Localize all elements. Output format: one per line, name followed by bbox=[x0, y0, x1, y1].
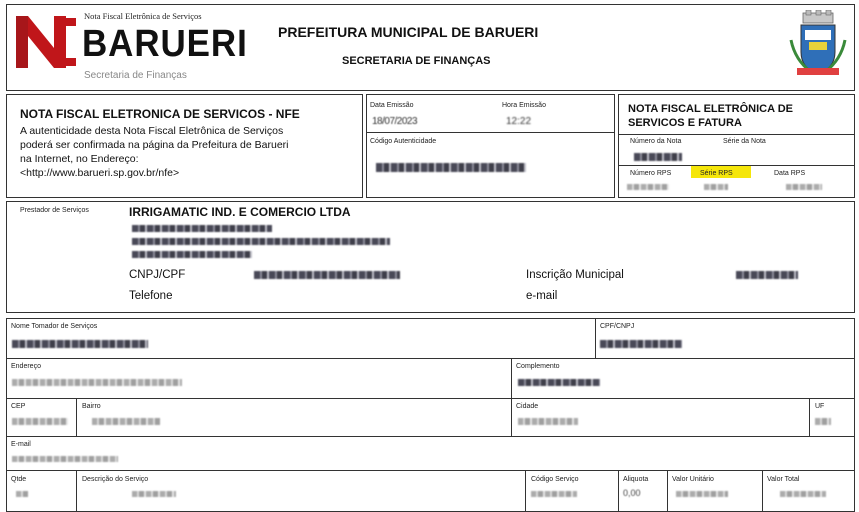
descricao-servico-label: Descrição do Serviço bbox=[82, 476, 149, 483]
emission-box bbox=[366, 94, 615, 198]
numero-nota-redacted bbox=[634, 153, 682, 161]
uf-label: UF bbox=[815, 403, 825, 410]
logo-mark-icon bbox=[14, 14, 78, 72]
cpf-cnpj-redacted bbox=[600, 340, 682, 348]
prestador-cnpj-label: CNPJ/CPF bbox=[129, 269, 186, 281]
endereco-redacted bbox=[12, 379, 182, 386]
codigo-autenticidade-label: Código Autenticidade bbox=[370, 138, 437, 145]
prestador-inscricao-label: Inscrição Municipal bbox=[526, 269, 624, 281]
descricao-servico-redacted bbox=[132, 491, 176, 497]
prestador-name: IRRIGAMATIC IND. E COMERCIO LTDA bbox=[129, 205, 351, 219]
qtde-label: Qtde bbox=[11, 476, 27, 483]
info-text-3: na Internet, no Endereço: bbox=[20, 153, 139, 165]
data-rps-label: Data RPS bbox=[774, 170, 806, 177]
cep-label: CEP bbox=[11, 403, 26, 410]
prestador-address-line-1 bbox=[132, 225, 272, 232]
prestador-address-line-3 bbox=[132, 251, 252, 258]
bairro-redacted bbox=[92, 418, 160, 425]
data-emissao-value: 18/07/2023 bbox=[372, 116, 418, 127]
prestador-cnpj-redacted bbox=[254, 271, 400, 279]
hora-emissao-label: Hora Emissão bbox=[502, 102, 546, 109]
numero-nota-label: Número da Nota bbox=[630, 138, 682, 145]
prestador-telefone-label: Telefone bbox=[129, 290, 173, 302]
nota-heading-1: NOTA FISCAL ELETRÔNICA DE bbox=[628, 103, 793, 115]
prestador-inscricao-redacted bbox=[736, 271, 798, 279]
bairro-label: Bairro bbox=[82, 403, 101, 410]
valor-total-redacted bbox=[780, 491, 826, 497]
logo-sub-text: Secretaria de Finanças bbox=[84, 70, 187, 81]
valor-unitario-label: Valor Unitário bbox=[672, 476, 714, 483]
header-title: PREFEITURA MUNICIPAL DE BARUERI bbox=[278, 24, 539, 40]
prestador-email-label: e-mail bbox=[526, 290, 558, 302]
nome-tomador-redacted bbox=[12, 340, 148, 348]
logo-top-text: Nota Fiscal Eletrônica de Serviços bbox=[84, 11, 202, 21]
valor-total-label: Valor Total bbox=[767, 476, 800, 483]
cpf-cnpj-label: CPF/CNPJ bbox=[600, 323, 635, 330]
aliquota-label: Aliquota bbox=[623, 476, 649, 483]
complemento-redacted bbox=[518, 379, 600, 386]
aliquota-value: 0,00 bbox=[623, 488, 641, 498]
cep-redacted bbox=[12, 418, 68, 425]
nome-tomador-label: Nome Tomador de Serviços bbox=[11, 323, 98, 330]
info-url: <http://www.barueri.sp.gov.br/nfe> bbox=[20, 167, 180, 179]
endereco-label: Endereço bbox=[11, 363, 41, 370]
qtde-redacted bbox=[16, 491, 28, 497]
complemento-label: Complemento bbox=[516, 363, 560, 370]
email-tomador-label: E-mail bbox=[11, 441, 31, 448]
numero-rps-redacted bbox=[627, 184, 669, 190]
data-emissao-label: Data Emissão bbox=[370, 102, 414, 109]
info-text-2: poderá ser confirmada na página da Prefeitura de Barueri bbox=[20, 139, 289, 151]
uf-redacted bbox=[815, 418, 831, 425]
hora-emissao-value: 12:22 bbox=[506, 116, 532, 127]
data-rps-redacted bbox=[786, 184, 822, 190]
codigo-servico-label: Código Serviço bbox=[531, 476, 579, 483]
cidade-redacted bbox=[518, 418, 578, 425]
header-subtitle: SECRETARIA DE FINANÇAS bbox=[342, 55, 491, 67]
logo-name: BARUERI bbox=[82, 23, 248, 65]
email-tomador-redacted bbox=[12, 456, 118, 462]
valor-unitario-redacted bbox=[676, 491, 728, 497]
serie-rps-redacted bbox=[704, 184, 728, 190]
cidade-label: Cidade bbox=[516, 403, 539, 410]
barueri-logo bbox=[14, 10, 248, 86]
barueri-coat-of-arms-icon bbox=[789, 10, 847, 80]
codigo-autenticidade-redacted bbox=[376, 163, 526, 172]
serie-nota-label: Série da Nota bbox=[723, 138, 766, 145]
prestador-label: Prestador de Serviços bbox=[20, 207, 89, 214]
info-heading: NOTA FISCAL ELETRONICA DE SERVICOS - NFE bbox=[20, 107, 300, 121]
prestador-address-line-2 bbox=[132, 238, 390, 245]
serie-rps-label: Série RPS bbox=[700, 170, 733, 177]
numero-rps-label: Número RPS bbox=[630, 170, 672, 177]
nota-heading-2: SERVICOS E FATURA bbox=[628, 117, 742, 129]
codigo-servico-redacted bbox=[531, 491, 577, 497]
info-text-1: A autenticidade desta Nota Fiscal Eletrônica de Serviços bbox=[20, 125, 284, 137]
